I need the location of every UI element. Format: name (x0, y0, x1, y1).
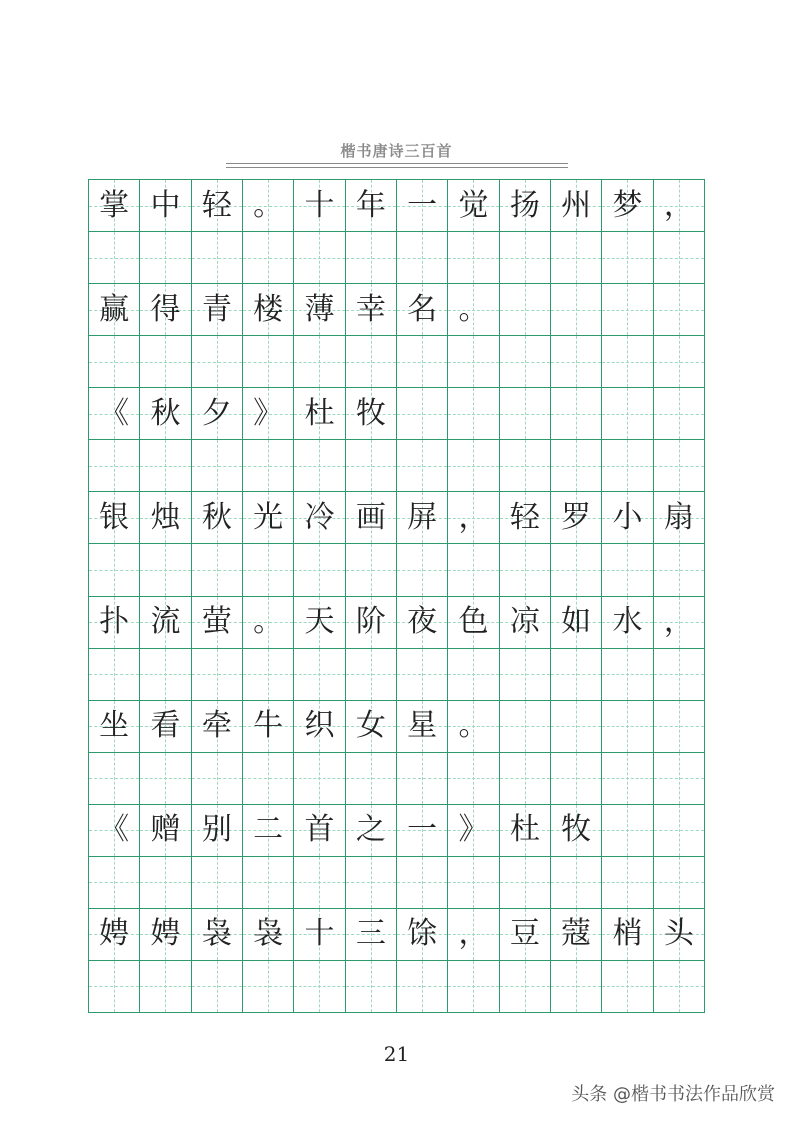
grid-cell (601, 804, 652, 856)
grid-cell (447, 179, 498, 231)
grid-cell (601, 752, 652, 804)
grid-cell (139, 752, 190, 804)
grid-cell (242, 856, 293, 908)
grid-character: 牵 (201, 708, 232, 744)
grid-cell (139, 439, 190, 491)
grid-character: ， (663, 604, 694, 640)
grid-character: 轻 (201, 187, 232, 223)
grid-cell (601, 960, 652, 1012)
grid-cell (191, 543, 242, 595)
grid-cell (601, 179, 652, 231)
grid-cell (191, 335, 242, 387)
grid-character: 扬 (509, 187, 540, 223)
grid-cell (550, 700, 601, 752)
grid-cell (447, 856, 498, 908)
grid-character: 银 (99, 499, 130, 535)
grid-cell (191, 804, 242, 856)
grid-cell (447, 231, 498, 283)
header-rule-bottom (226, 167, 568, 168)
grid-cell (293, 283, 344, 335)
grid-cell (601, 908, 652, 960)
grid-cell (191, 283, 242, 335)
grid-cell (499, 804, 550, 856)
grid-character: 星 (407, 708, 438, 744)
grid-cell (499, 908, 550, 960)
grid-cell (601, 335, 652, 387)
grid-cell (88, 804, 139, 856)
grid-character: 袅 (201, 916, 232, 952)
grid-cell (242, 908, 293, 960)
grid-character: 梦 (612, 187, 643, 223)
grid-cell (345, 543, 396, 595)
grid-cell (88, 856, 139, 908)
grid-cell (88, 439, 139, 491)
grid-cell (499, 856, 550, 908)
grid-cell (499, 179, 550, 231)
grid-cell (396, 335, 447, 387)
grid-cell (293, 387, 344, 439)
grid-character: 馀 (407, 916, 438, 952)
grid-cell (345, 648, 396, 700)
grid-cell (293, 231, 344, 283)
grid-cell (345, 335, 396, 387)
grid-cell (653, 439, 704, 491)
grid-cell (139, 231, 190, 283)
grid-cell (242, 283, 293, 335)
grid-cell (550, 439, 601, 491)
grid-cell (88, 752, 139, 804)
grid-cell (293, 491, 344, 543)
grid-cell (242, 752, 293, 804)
grid-character: 梢 (612, 916, 643, 952)
grid-cell (601, 648, 652, 700)
grid-cell (293, 752, 344, 804)
grid-cell (293, 908, 344, 960)
grid-cell (88, 543, 139, 595)
grid-cell (550, 648, 601, 700)
grid-cell (88, 596, 139, 648)
grid-character: 青 (201, 291, 232, 327)
grid-cell (345, 491, 396, 543)
grid-character: 画 (355, 499, 386, 535)
grid-character: 中 (150, 187, 181, 223)
grid-cell (345, 387, 396, 439)
grid-character: 屏 (407, 499, 438, 535)
grid-cell (88, 960, 139, 1012)
grid-cell (293, 543, 344, 595)
grid-character: 十 (304, 916, 335, 952)
grid-character: 得 (150, 291, 181, 327)
grid-character: 名 (407, 291, 438, 327)
grid-cell (293, 335, 344, 387)
grid-cell (653, 283, 704, 335)
grid-cell (499, 752, 550, 804)
grid-cell (447, 283, 498, 335)
grid-character: 光 (253, 499, 284, 535)
grid-cell (601, 596, 652, 648)
grid-cell (550, 335, 601, 387)
grid-cell (242, 491, 293, 543)
grid-cell (447, 596, 498, 648)
grid-character: 天 (304, 604, 335, 640)
grid-character: 袅 (253, 916, 284, 952)
grid-cell (293, 804, 344, 856)
grid-character: 赢 (99, 291, 130, 327)
header-rule-top (226, 163, 568, 164)
grid-cell (499, 648, 550, 700)
grid-cell (345, 856, 396, 908)
grid-character: 凉 (509, 604, 540, 640)
grid-character: 《 (99, 812, 130, 848)
grid-cell (653, 960, 704, 1012)
grid-cell (396, 179, 447, 231)
practice-grid (88, 179, 705, 1013)
grid-cell (447, 700, 498, 752)
grid-cell (242, 960, 293, 1012)
grid-cell (396, 804, 447, 856)
grid-character: 看 (150, 708, 181, 744)
grid-cell (345, 231, 396, 283)
grid-character: 夜 (407, 604, 438, 640)
grid-cell (191, 752, 242, 804)
grid-cell (550, 804, 601, 856)
grid-cell (139, 335, 190, 387)
grid-cell (293, 648, 344, 700)
grid-cell (345, 908, 396, 960)
grid-cell (191, 908, 242, 960)
grid-cell (242, 804, 293, 856)
grid-cell (653, 387, 704, 439)
grid-cell (499, 700, 550, 752)
grid-character: 夕 (201, 395, 232, 431)
grid-character: 如 (561, 604, 592, 640)
grid-character: 牧 (561, 812, 592, 848)
grid-cell (499, 231, 550, 283)
grid-cell (550, 231, 601, 283)
grid-character: 一 (407, 812, 438, 848)
grid-cell (396, 596, 447, 648)
grid-cell (550, 491, 601, 543)
grid-cell (499, 491, 550, 543)
grid-cell (191, 179, 242, 231)
grid-cell (242, 335, 293, 387)
grid-character: 楼 (253, 291, 284, 327)
grid-character: 秋 (150, 395, 181, 431)
grid-cell (396, 283, 447, 335)
grid-character: 《 (99, 395, 130, 431)
grid-cell (139, 648, 190, 700)
grid-cell (550, 752, 601, 804)
grid-cell (139, 700, 190, 752)
grid-character: ， (663, 187, 694, 223)
grid-cell (293, 856, 344, 908)
grid-cell (345, 752, 396, 804)
grid-cell (499, 439, 550, 491)
grid-cell (88, 648, 139, 700)
grid-cell (293, 439, 344, 491)
grid-character: 烛 (150, 499, 181, 535)
grid-cell (396, 856, 447, 908)
grid-character: 织 (304, 708, 335, 744)
page-number: 21 (383, 1042, 410, 1066)
grid-cell (653, 752, 704, 804)
grid-character: 觉 (458, 187, 489, 223)
grid-cell (447, 439, 498, 491)
grid-character: ， (458, 499, 489, 535)
grid-cell (447, 648, 498, 700)
grid-cell (242, 387, 293, 439)
grid-cell (653, 596, 704, 648)
grid-cell (139, 960, 190, 1012)
grid-character: 娉 (150, 916, 181, 952)
grid-character: 之 (355, 812, 386, 848)
grid-cell (293, 179, 344, 231)
grid-cell (653, 700, 704, 752)
grid-cell (550, 596, 601, 648)
grid-cell (447, 960, 498, 1012)
grid-cell (601, 283, 652, 335)
grid-cell (396, 752, 447, 804)
grid-cell (396, 231, 447, 283)
grid-cell (242, 179, 293, 231)
grid-character: 杜 (304, 395, 335, 431)
grid-character: 女 (355, 708, 386, 744)
grid-character: 首 (304, 812, 335, 848)
grid-character: 小 (612, 499, 643, 535)
grid-cell (88, 335, 139, 387)
grid-character: 》 (253, 395, 284, 431)
grid-cell (191, 231, 242, 283)
grid-character: 一 (407, 187, 438, 223)
grid-character: 豆 (509, 916, 540, 952)
grid-cell (191, 596, 242, 648)
grid-cell (601, 387, 652, 439)
grid-cell (447, 804, 498, 856)
grid-cell (499, 335, 550, 387)
grid-character: 赠 (150, 812, 181, 848)
grid-character: 州 (561, 187, 592, 223)
grid-character: 扑 (99, 604, 130, 640)
grid-character: 轻 (509, 499, 540, 535)
grid-cell (345, 960, 396, 1012)
grid-cell (396, 700, 447, 752)
grid-cell (293, 596, 344, 648)
grid-cell (396, 648, 447, 700)
grid-character: 流 (150, 604, 181, 640)
grid-character: 水 (612, 604, 643, 640)
grid-cell (293, 700, 344, 752)
grid-cell (139, 543, 190, 595)
grid-cell (242, 648, 293, 700)
grid-cell (139, 908, 190, 960)
grid-cell (447, 335, 498, 387)
grid-cell (653, 908, 704, 960)
grid-cell (242, 700, 293, 752)
grid-character: 罗 (561, 499, 592, 535)
grid-cell (550, 908, 601, 960)
grid-cell (550, 283, 601, 335)
grid-character: ， (458, 916, 489, 952)
grid-cell (139, 804, 190, 856)
grid-cell (345, 804, 396, 856)
grid-character: 牧 (355, 395, 386, 431)
grid-character: 娉 (99, 916, 130, 952)
grid-cell (653, 648, 704, 700)
grid-cell (191, 491, 242, 543)
grid-character: 秋 (201, 499, 232, 535)
grid-cell (447, 908, 498, 960)
grid-character: 二 (253, 812, 284, 848)
grid-cell (653, 179, 704, 231)
grid-character: 三 (355, 916, 386, 952)
grid-cell (396, 439, 447, 491)
grid-cell (139, 179, 190, 231)
grid-cell (550, 960, 601, 1012)
grid-cell (653, 491, 704, 543)
grid-character: 年 (355, 187, 386, 223)
grid-cell (653, 804, 704, 856)
grid-character: 坐 (99, 708, 130, 744)
grid-character: 冷 (304, 499, 335, 535)
grid-cell (601, 439, 652, 491)
grid-character: 掌 (99, 187, 130, 223)
grid-cell (88, 387, 139, 439)
grid-cell (653, 856, 704, 908)
grid-character: 萤 (201, 604, 232, 640)
grid-cell (139, 856, 190, 908)
grid-cell (88, 179, 139, 231)
grid-character: 薄 (304, 291, 335, 327)
grid-cell (293, 960, 344, 1012)
grid-character: 色 (458, 604, 489, 640)
grid-cell (601, 856, 652, 908)
grid-cell (550, 387, 601, 439)
grid-cell (191, 387, 242, 439)
grid-cell (601, 231, 652, 283)
grid-cell (396, 543, 447, 595)
grid-character: 别 (201, 812, 232, 848)
grid-character: 》 (458, 812, 489, 848)
grid-cell (88, 231, 139, 283)
grid-cell (499, 387, 550, 439)
grid-cell (345, 439, 396, 491)
grid-cell (550, 856, 601, 908)
grid-cell (345, 283, 396, 335)
grid-cell (242, 543, 293, 595)
grid-cell (191, 960, 242, 1012)
grid-cell (653, 231, 704, 283)
grid-character: 。 (253, 187, 284, 223)
grid-cell (499, 596, 550, 648)
grid-cell (447, 491, 498, 543)
grid-cell (447, 387, 498, 439)
grid-cell (499, 283, 550, 335)
grid-cell (242, 231, 293, 283)
grid-cell (499, 543, 550, 595)
grid-cell (242, 596, 293, 648)
grid-cell (601, 491, 652, 543)
page-header-title: 楷书唐诗三百首 (340, 142, 453, 160)
grid-cell (550, 179, 601, 231)
grid-character: 。 (458, 708, 489, 744)
grid-cell (191, 700, 242, 752)
grid-cell (345, 596, 396, 648)
grid-cell (396, 387, 447, 439)
grid-character: 十 (304, 187, 335, 223)
grid-cell (88, 700, 139, 752)
grid-character: 阶 (355, 604, 386, 640)
grid-cell (242, 439, 293, 491)
grid-cell (191, 856, 242, 908)
grid-character: 牛 (253, 708, 284, 744)
grid-cell (601, 543, 652, 595)
grid-cell (396, 491, 447, 543)
grid-cell (653, 335, 704, 387)
grid-cell (345, 700, 396, 752)
grid-cell (88, 283, 139, 335)
grid-cell (653, 543, 704, 595)
grid-cell (447, 543, 498, 595)
grid-character: 。 (253, 604, 284, 640)
grid-cell (191, 439, 242, 491)
grid-cell (396, 908, 447, 960)
watermark-text: 头条 @楷书书法作品欣赏 (571, 1084, 775, 1105)
grid-cell (396, 960, 447, 1012)
grid-character: 蔻 (561, 916, 592, 952)
grid-cell (447, 752, 498, 804)
grid-character: 幸 (355, 291, 386, 327)
grid-character: 。 (458, 291, 489, 327)
grid-cell (550, 543, 601, 595)
grid-cell (139, 491, 190, 543)
grid-cell (191, 648, 242, 700)
grid-cell (139, 283, 190, 335)
grid-cell (88, 491, 139, 543)
grid-character: 扇 (663, 499, 694, 535)
grid-cell (88, 908, 139, 960)
grid-cell (499, 960, 550, 1012)
grid-cell (601, 700, 652, 752)
grid-cell (345, 179, 396, 231)
grid-cell (139, 596, 190, 648)
grid-character: 杜 (509, 812, 540, 848)
grid-cell (139, 387, 190, 439)
grid-character: 头 (663, 916, 694, 952)
